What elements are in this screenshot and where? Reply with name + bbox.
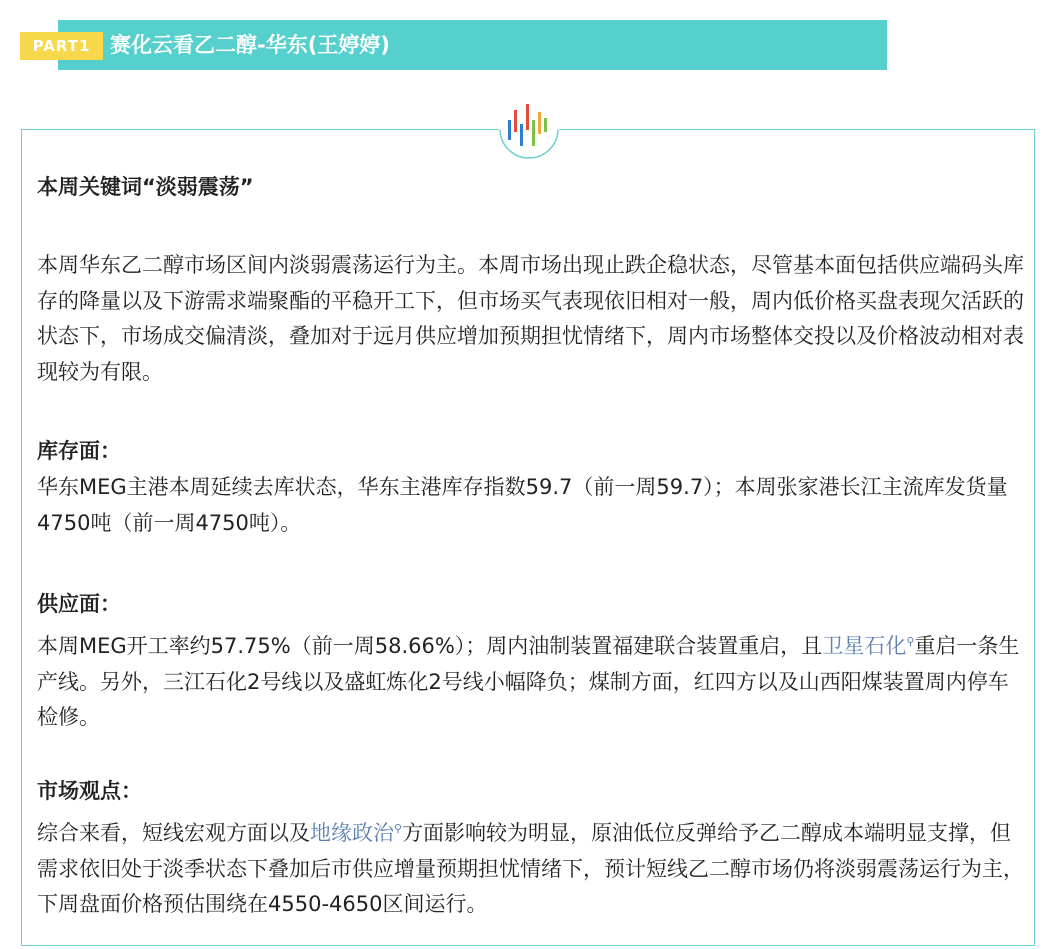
intro-paragraph: 本周华东乙二醇市场区间内淡弱震荡运行为主。本周市场出现止跌企稳状态，尽管基本面包括供应端码头库存的降量以及下游需求端聚酯的平稳开工下，但市场买气表现依旧相对一般，周内低价格买盘表现欠活跃的状态下，市场成交偏清淡，叠加对于远月供应增加预期担忧情绪下，周内市场整体交投以及价格波动相对表现较为有限。 [37, 253, 1024, 384]
supply-text-after: 重启一条生产线。另外，三江石化2号线以及盛虹炼化2号线小幅降负；煤制方面，红四方以及山西阳煤装置周内停车检修。 [37, 634, 1020, 729]
inventory-paragraph: 华东MEG主港本周延续去库状态，华东主港库存指数59.7（前一周59.7）；本周张家港长江主流库发货量4750吨（前一周4750吨）。 [37, 475, 1008, 535]
market-heading: 市场观点： [37, 779, 142, 803]
supply-paragraph [37, 624, 1027, 736]
keyword-heading: 本周关键词“淡弱震荡” [37, 175, 254, 199]
market-text-after: 方面影响较为明显，原油低位反弹给予乙二醇成本端明显支撑，但需求依旧处于淡季状态下叠加后市供应增量预期担忧情绪下，预计短线乙二醇市场仍将淡弱震荡运行为主，下周盘面价格预估围绕在4550-4650区间运行。 [37, 821, 1024, 916]
part-tag: PART1 [20, 32, 103, 60]
supply-text-before: 本周MEG开工率约57.75%（前一周58.66%）；周内油制装置福建联合装置重启，且 [37, 634, 823, 658]
search-icon[interactable]: ⚲ [394, 822, 403, 835]
section-title: 赛化云看乙二醇-华东(王婷婷) [110, 33, 390, 57]
inventory-heading: 库存面： [37, 439, 121, 463]
supply-heading: 供应面： [37, 592, 121, 616]
market-text-before: 综合来看，短线宏观方面以及 [37, 821, 310, 845]
bar-chart-emblem-icon [499, 98, 559, 160]
search-icon[interactable]: ⚲ [906, 635, 915, 648]
market-paragraph [37, 811, 1027, 923]
link-weixing-petrochem[interactable]: 卫星石化 [822, 634, 907, 658]
link-geopolitics[interactable]: 地缘政治 [310, 821, 394, 845]
